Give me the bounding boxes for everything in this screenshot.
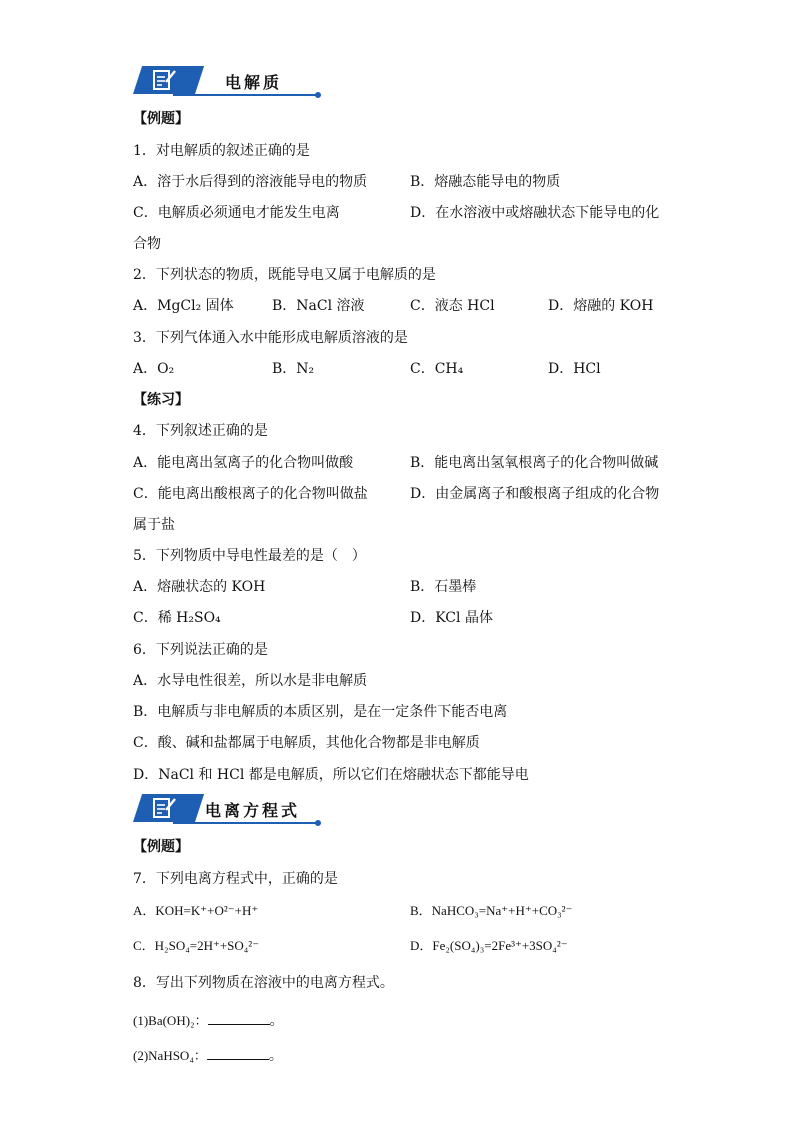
q1-option-d[interactable]: D．在水溶液中或熔融状态下能导电的化 [410,205,660,221]
q2-option-d[interactable]: D．熔融的 KOH [548,298,654,314]
q1-option-a[interactable]: A．溶于水后得到的溶液能导电的物质 [133,174,368,190]
q6-option-a[interactable]: A．水导电性很差，所以水是非电解质 [133,673,368,689]
q4-option-a[interactable]: A．能电离出氢离子的化合物叫做酸 [133,455,354,471]
question-4-stem: 4．下列叙述正确的是 [133,423,268,439]
example-tag: 【例题】 [133,839,189,855]
question-5-stem: 5．下列物质中导电性最差的是（ ） [133,548,366,564]
example-tag: 【例题】 [133,111,189,127]
notepad-pen-icon [151,67,177,93]
question-1-stem: 1．对电解质的叙述正确的是 [133,143,310,159]
q8-part-1-label: (1)Ba(OH)₂： [133,1013,208,1028]
q7-option-a[interactable]: A．KOH=K⁺+O²⁻+H⁺ [133,903,259,918]
q2-option-a[interactable]: A．MgCl₂ 固体 [133,298,234,314]
q3-option-a[interactable]: A．O₂ [133,361,175,377]
section-underline [173,94,318,96]
q4-option-c[interactable]: C．能电离出酸根离子的化合物叫做盐 [133,486,368,502]
q8-part-2-blank[interactable] [207,1047,269,1060]
q8-part-1-blank[interactable] [208,1012,270,1025]
section-header-electrolyte [133,64,318,98]
q3-option-d[interactable]: D．HCl [548,361,601,377]
q6-option-c[interactable]: C．酸、碱和盐都属于电解质，其他化合物都是非电解质 [133,735,480,751]
q1-option-c[interactable]: C．电解质必须通电才能发生电离 [133,205,340,221]
question-7-stem: 7．下列电离方程式中，正确的是 [133,871,338,887]
section-underline [173,822,318,824]
q1-option-d-continued: 合物 [133,236,161,252]
q7-option-c[interactable]: C．H₂SO₄=2H⁺+SO₄²⁻ [133,938,260,953]
section-header-ionization-equation [133,792,318,826]
q5-option-c[interactable]: C．稀 H₂SO₄ [133,610,221,626]
q3-option-b[interactable]: B．N₂ [272,361,315,377]
q2-option-c[interactable]: C．液态 HCl [410,298,495,314]
section-title: 电解质 [225,73,283,92]
question-2-stem: 2．下列状态的物质，既能导电又属于电解质的是 [133,267,436,283]
q6-option-d[interactable]: D．NaCl 和 HCl 都是电解质，所以它们在熔融状态下都能导电 [133,767,529,783]
q3-option-c[interactable]: C．CH₄ [410,361,464,377]
q7-option-b[interactable]: B．NaHCO₃=Na⁺+H⁺+CO₃²⁻ [410,903,573,918]
q1-option-b[interactable]: B．熔融态能导电的物质 [410,174,561,190]
q5-option-d[interactable]: D．KCl 晶体 [410,610,493,626]
q4-option-b[interactable]: B．能电离出氢氧根离子的化合物叫做碱 [410,455,659,471]
practice-tag: 【练习】 [133,392,189,408]
q4-option-d[interactable]: D．由金属离子和酸根离子组成的化合物 [410,486,660,502]
q8-part-1-end: 。 [269,1013,284,1029]
q8-part-2-label: (2)NaHSO₄： [133,1048,207,1063]
q2-option-b[interactable]: B．NaCl 溶液 [272,298,365,314]
q7-option-d[interactable]: D．Fe₂(SO₄)₃=2Fe³⁺+3SO₄²⁻ [410,938,568,953]
question-8-stem: 8．写出下列物质在溶液中的电离方程式。 [133,975,394,991]
question-3-stem: 3．下列气体通入水中能形成电解质溶液的是 [133,330,408,346]
q8-part-2-end: 。 [268,1048,283,1064]
section-title: 电离方程式 [205,801,301,820]
question-6-stem: 6．下列说法正确的是 [133,642,268,658]
q4-option-d-continued: 属于盐 [133,517,175,533]
q8-part-1 [133,1010,284,1030]
q5-option-b[interactable]: B．石墨棒 [410,579,477,595]
q5-option-a[interactable]: A．熔融状态的 KOH [133,579,266,595]
notepad-pen-icon [151,795,177,821]
q8-part-2 [133,1045,283,1065]
q6-option-b[interactable]: B．电解质与非电解质的本质区别，是在一定条件下能否电离 [133,704,508,720]
